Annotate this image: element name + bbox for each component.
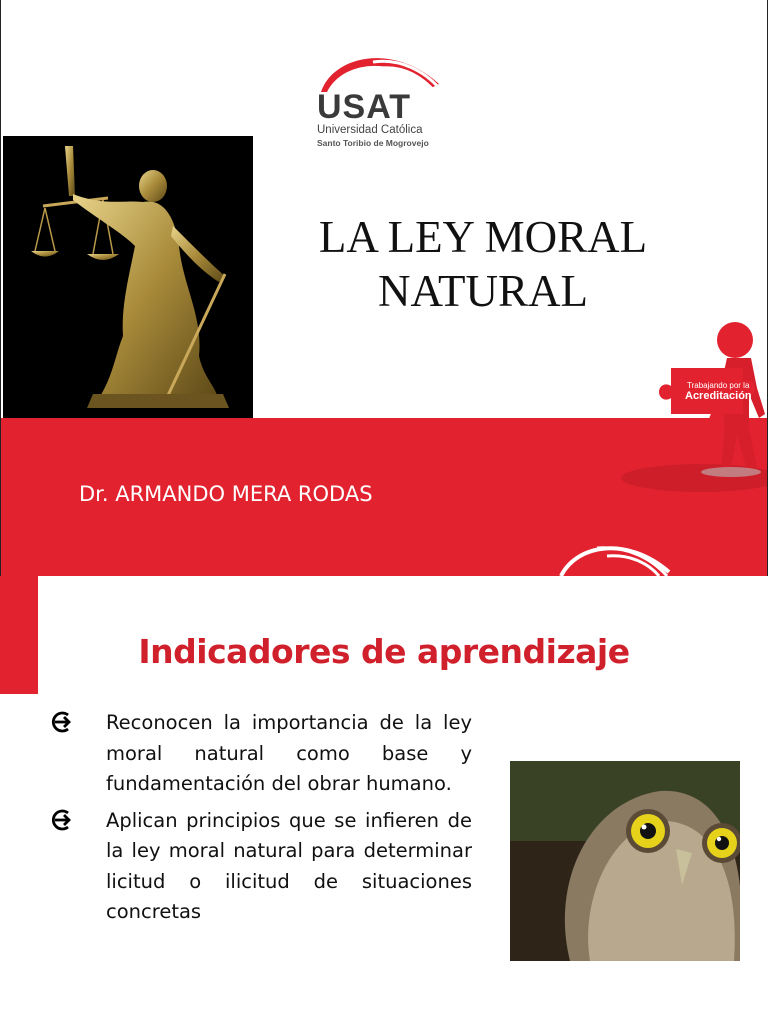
indicators-heading: Indicadores de aprendizaje — [138, 632, 630, 671]
arrow-circle-right-icon — [48, 710, 72, 734]
indicators-slide — [0, 576, 768, 1024]
list-item — [48, 806, 472, 928]
slide-title-line-1: LA LEY MORAL — [318, 212, 648, 262]
arrow-circle-right-icon — [48, 808, 72, 832]
badge-line-1: Trabajando por la — [687, 381, 750, 390]
list-item-text: Reconocen la importancia de la ley moral natural como base y fundamentación del obrar humano. — [106, 711, 472, 795]
logo-name: USAT — [317, 88, 412, 126]
slide-title — [263, 210, 703, 318]
logo-subtitle: Universidad Católica — [317, 124, 423, 136]
bottom-logo-swoosh-icon — [557, 536, 677, 576]
list-item — [48, 708, 472, 800]
list-item-text: Aplican principios que se infieren de la ley moral natural para determinar licitud o ilicitud de situaciones concretas — [106, 808, 472, 923]
slide-title-line-2: NATURAL — [378, 266, 588, 316]
badge-line-2: Acreditación — [685, 390, 752, 402]
logo-subtitle-2: Santo Toribio de Mogrovejo — [317, 138, 429, 148]
indicators-list — [48, 708, 472, 934]
author-name: Dr. ARMANDO MERA RODAS — [79, 482, 373, 506]
owl-photo-image — [510, 761, 740, 961]
lady-justice-statue-image — [3, 136, 253, 418]
